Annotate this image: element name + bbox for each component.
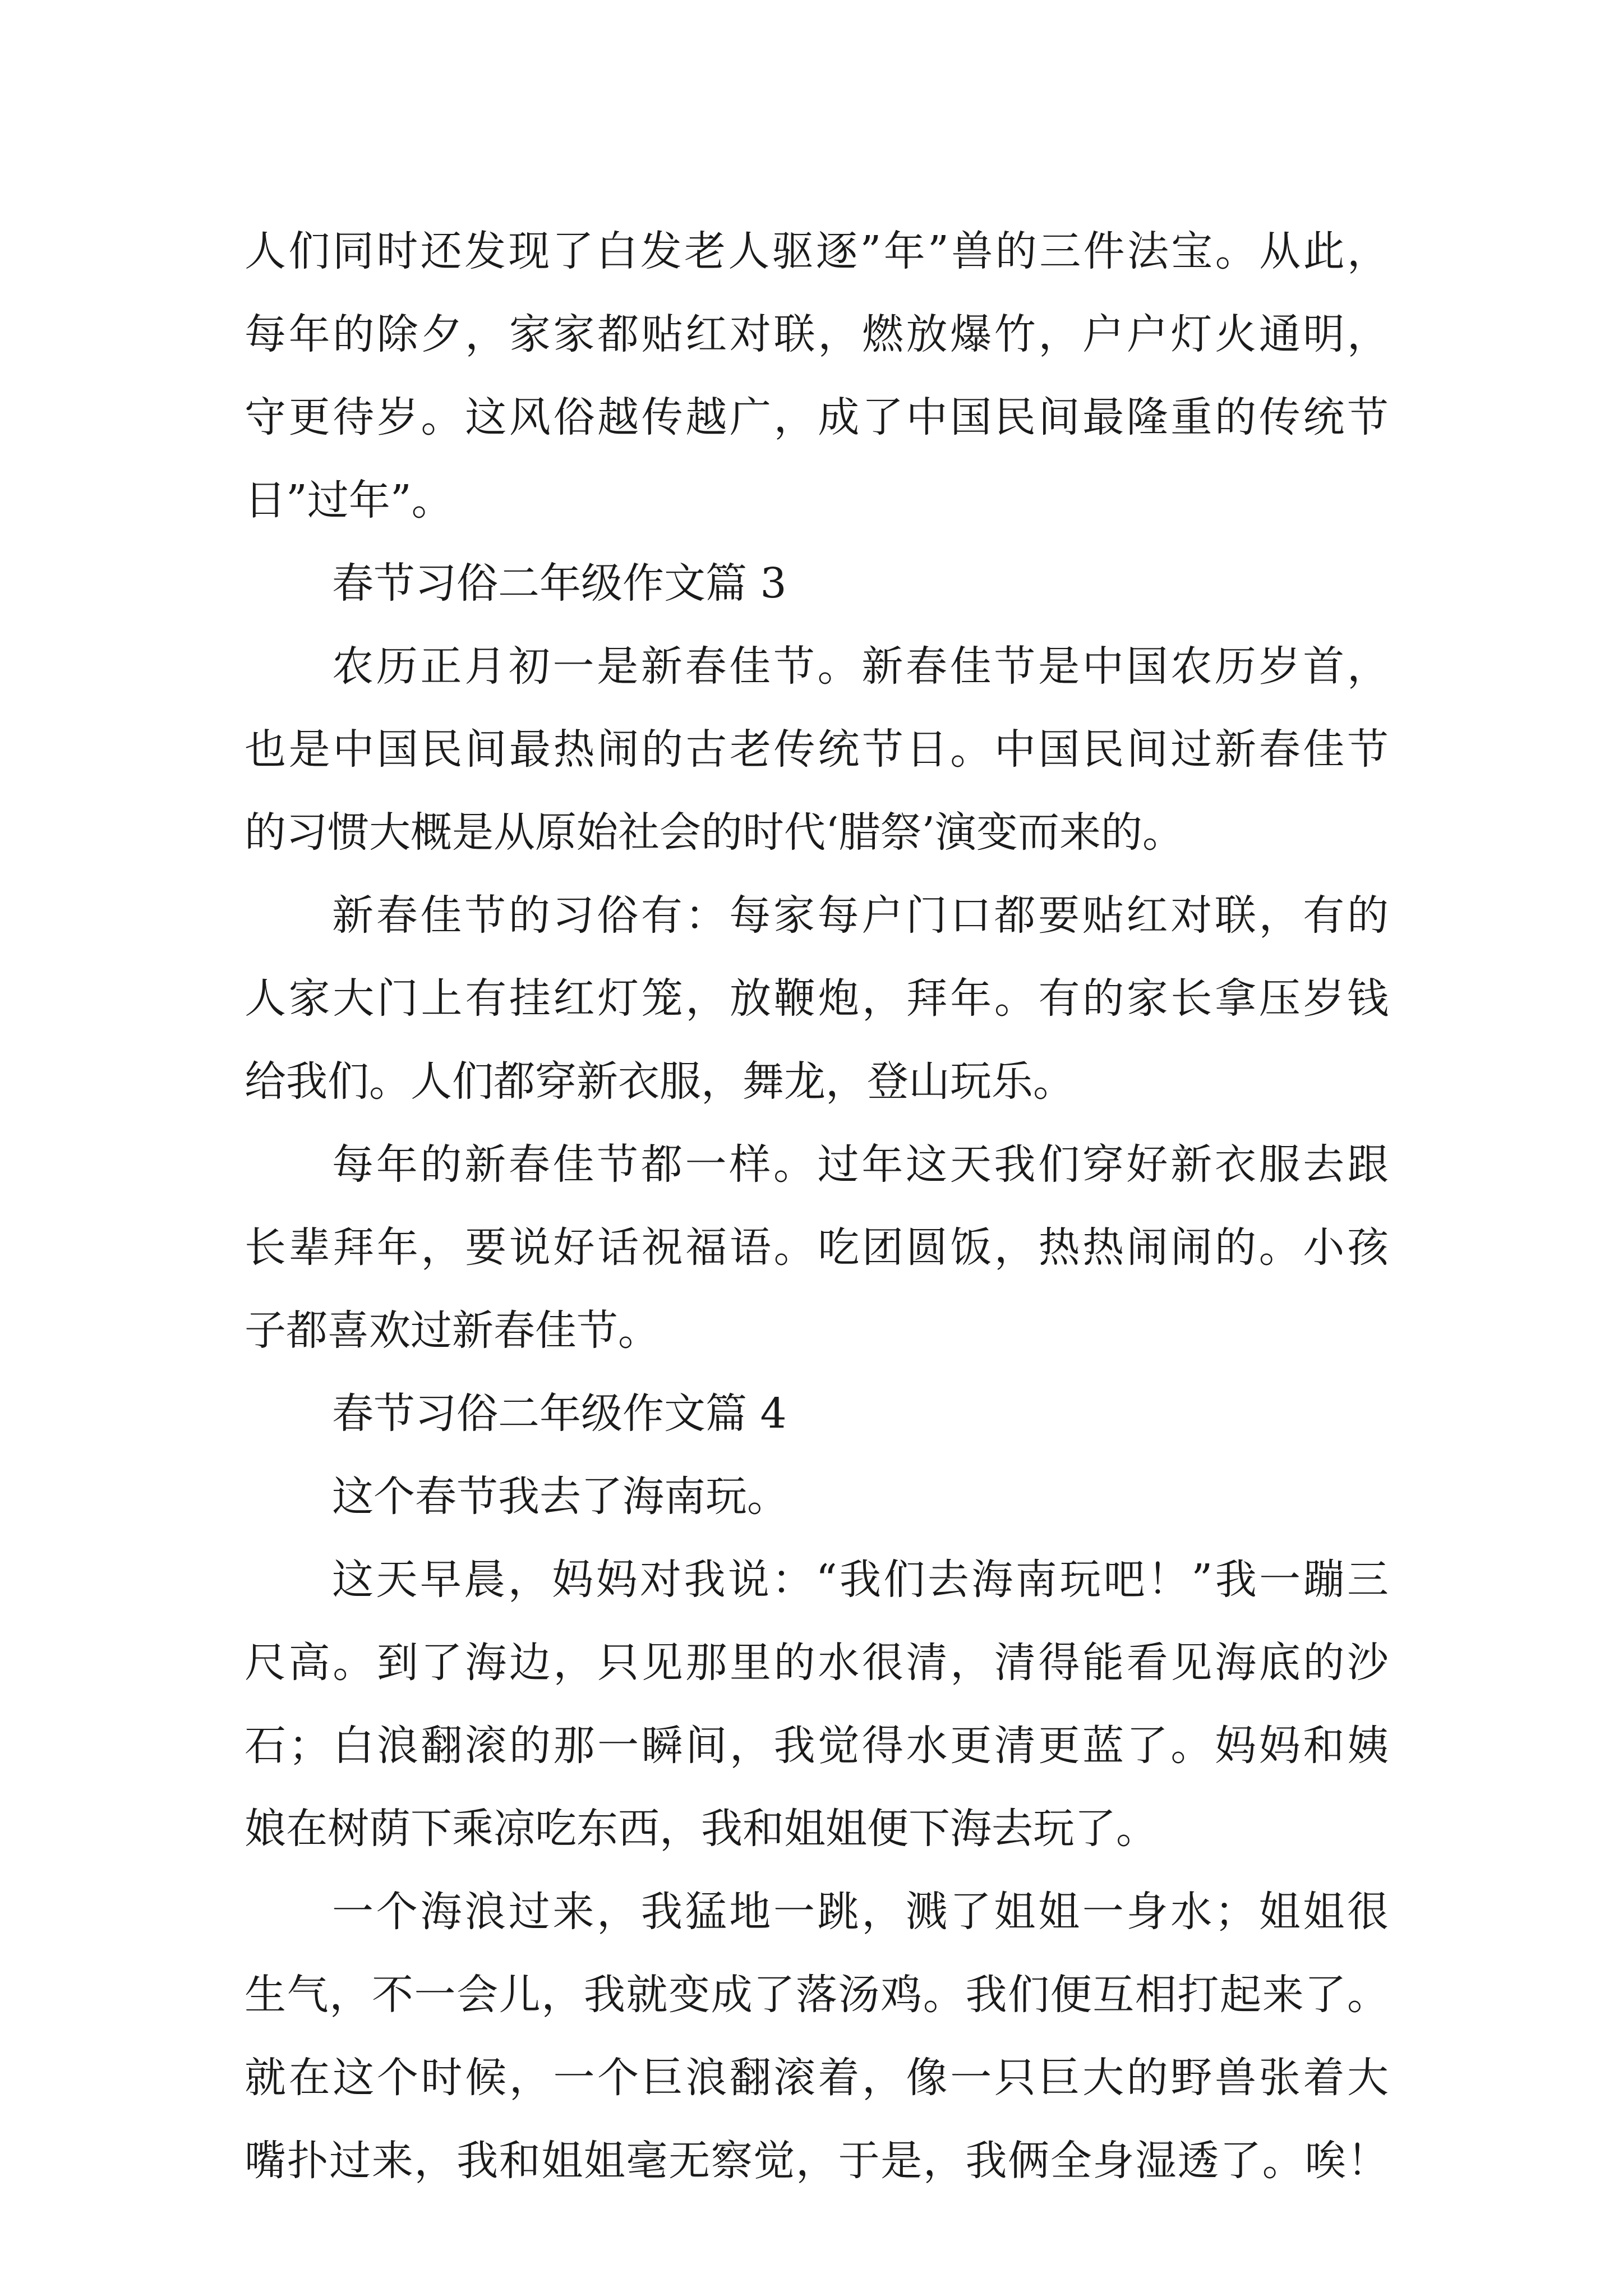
- text-line: 尺高。到了海边，只见那里的水很清，清得能看见海底的沙: [245, 1639, 1389, 1687]
- section-heading: [245, 1372, 1389, 1455]
- text-line: 的习惯大概是从原始社会的时代‘腊祭’演变而来的。: [245, 808, 1184, 857]
- text-line: 石；白浪翻滚的那一瞬间，我觉得水更清更蓝了。妈妈和姨: [245, 1722, 1389, 1770]
- text-line: 一个海浪过来，我猛地一跳，溅了姐姐一身水；姐姐很: [332, 1888, 1389, 1936]
- text-line: 长辈拜年，要说好话祝福语。吃团圆饭，热热闹闹的。小孩: [245, 1223, 1389, 1272]
- paragraph: [245, 1538, 1389, 1870]
- text-line: 每年的新春佳节都一样。过年这天我们穿好新衣服去跟: [332, 1140, 1389, 1189]
- text-line: 农历正月初一是新春佳节。新春佳节是中国农历岁首，: [332, 642, 1389, 691]
- text-line: 这个春节我去了海南玩。: [332, 1473, 789, 1521]
- paragraph-continued: [245, 210, 1389, 542]
- heading-text: 春节习俗二年级作文篇 4: [332, 1389, 787, 1438]
- text-line: 这天早晨，妈妈对我说：“我们去海南玩吧！”我一蹦三: [332, 1556, 1389, 1604]
- text-line: 人家大门上有挂红灯笼，放鞭炮，拜年。有的家长拿压岁钱: [245, 974, 1389, 1023]
- paragraph: [245, 1870, 1389, 2202]
- paragraph: [245, 874, 1389, 1123]
- paragraph: [245, 1123, 1389, 1372]
- text-line: 给我们。人们都穿新衣服，舞龙，登山玩乐。: [245, 1057, 1075, 1106]
- text-line: 每年的除夕，家家都贴红对联，燃放爆竹，户户灯火通明，: [245, 310, 1389, 358]
- text-line: 日”过年”。: [245, 476, 453, 524]
- text-line: 守更待岁。这风俗越传越广，成了中国民间最隆重的传统节: [245, 393, 1389, 441]
- text-line: 嘴扑过来，我和姐姐毫无察觉，于是，我俩全身湿透了。唉！: [245, 2137, 1389, 2185]
- text-line: 就在这个时候，一个巨浪翻滚着，像一只巨大的野兽张着大: [245, 2054, 1389, 2102]
- section-heading: [245, 542, 1389, 625]
- paragraph: [245, 625, 1389, 874]
- heading-text: 春节习俗二年级作文篇 3: [332, 559, 787, 608]
- text-line: 人们同时还发现了白发老人驱逐”年”兽的三件法宝。从此，: [245, 227, 1389, 275]
- text-line: 也是中国民间最热闹的古老传统节日。中国民间过新春佳节: [245, 725, 1389, 774]
- text-line: 娘在树荫下乘凉吃东西，我和姐姐便下海去玩了。: [245, 1805, 1158, 1853]
- text-line: 新春佳节的习俗有：每家每户门口都要贴红对联，有的: [332, 891, 1389, 940]
- paragraph: [245, 1455, 1389, 1538]
- text-line: 子都喜欢过新春佳节。: [245, 1306, 660, 1355]
- document-body: [245, 210, 1389, 2202]
- text-line: 生气，不一会儿，我就变成了落汤鸡。我们便互相打起来了。: [245, 1971, 1389, 2019]
